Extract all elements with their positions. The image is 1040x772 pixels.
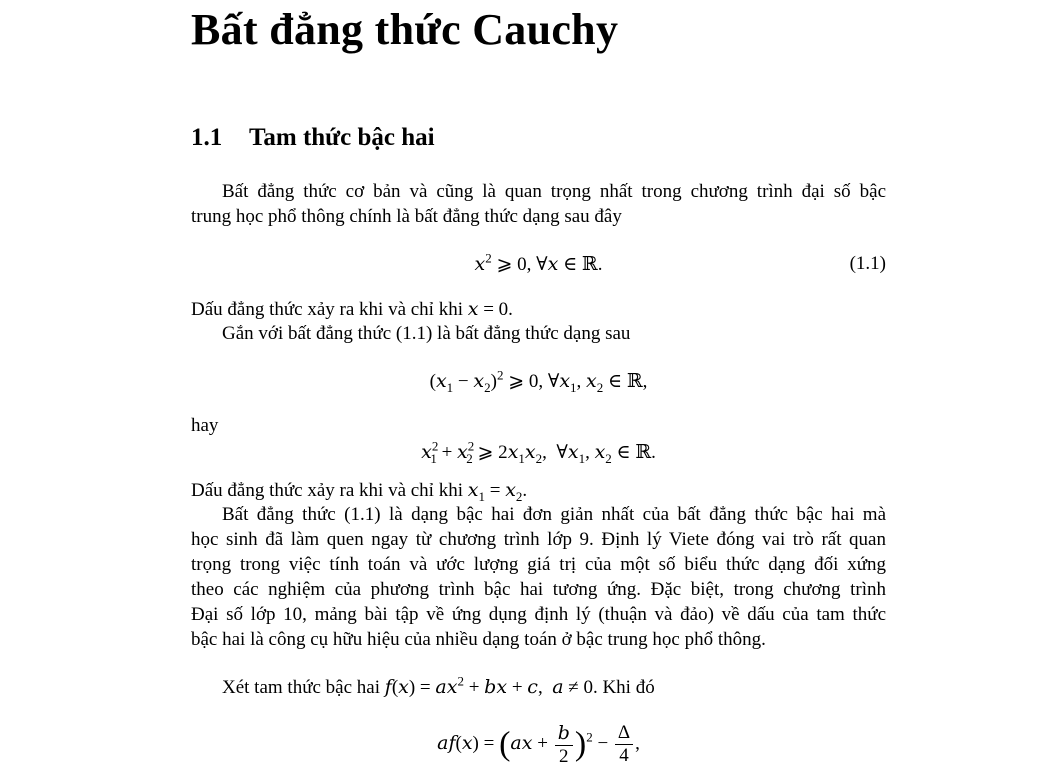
paragraph-2-line-1: Dấu đẳng thức xảy ra khi và chỉ khi x = 0.: [191, 298, 513, 320]
paragraph-4-line-2: học sinh đã làm quen ngay từ chương trình lớp 9. Định lý Viete đóng vai trò rất quan: [191, 529, 886, 550]
text-fragment: Bất đẳng thức: [222, 504, 336, 525]
paragraph-2-line-2: [191, 322, 886, 346]
equation-reference[interactable]: (1.1): [344, 504, 381, 525]
text-fragment: Xét tam thức bậc hai: [222, 677, 381, 698]
section-title: Tam thức bậc hai: [249, 124, 435, 151]
text-fragment: là dạng bậc hai đơn giản nhất của bất đẳng thức bậc hai mà: [388, 504, 887, 525]
equation-1-1-body: $x^2$ ⩾ 0, ∀x ∈ ℝ.: [474, 250, 603, 275]
section-number: 1.1: [191, 124, 223, 151]
equality-condition-text: Dấu đẳng thức xảy ra khi và chỉ khi: [191, 299, 463, 320]
chapter-title: Bất đẳng thức Cauchy: [191, 5, 619, 54]
equation-reference[interactable]: (1.1): [395, 323, 433, 344]
paragraph-3-line-1: Dấu đẳng thức xảy ra khi và chỉ khi $x_1 = x_2$.: [191, 479, 528, 504]
section-heading: [191, 124, 435, 152]
equation-1-1: [191, 252, 886, 277]
connector-word: hay: [191, 415, 219, 436]
paragraph-4-line-3: trọng trong việc tính toán và ước lượng giá trị của một số biểu thức dạng đối xứng: [191, 554, 886, 575]
equation-sum-of-squares: $x^2_1 + x^2_2$ ⩾ $2x_1x_2$, $\forall x_1$, $x_2$ ∈ ℝ.: [421, 438, 656, 466]
paragraph-5-line-1: Xét tam thức bậc hai $f(x) = ax^2$ + bx + c, a ≠ 0. Khi đó: [222, 673, 655, 698]
equation-completed-square: af(x) = (ax + $\frac{b}{2}$ )$^2$ − $\frac{\Delta}{4}$ ,: [437, 721, 640, 767]
paragraph-4-line-5: Đại số lớp 10, mảng bài tập về ứng dụng định lý (thuận và đảo) về dấu của tam thức: [191, 604, 886, 625]
fraction-delta-over-4: $\frac{\Delta}{4}$: [615, 722, 633, 767]
paragraph-4-line-1: [191, 503, 886, 527]
text-fragment: Khi đó: [602, 677, 655, 698]
paragraph-4-line-4: theo các nghiệm của phương trình bậc hai tương ứng. Đặc biệt, trong chương trình: [191, 579, 886, 600]
equation-number: (1.1): [849, 253, 886, 274]
paragraph-1-line-1: Bất đẳng thức cơ bản và cũng là quan trọng nhất trong chương trình đại số bậc: [222, 181, 886, 202]
text-fragment: Gắn với bất đẳng thức: [222, 323, 392, 344]
text-fragment: là bất đẳng thức dạng sau: [437, 323, 631, 344]
equality-condition-text: Dấu đẳng thức xảy ra khi và chỉ khi: [191, 480, 463, 501]
paragraph-4-line-6: bậc hai là công cụ hữu hiệu của nhiều dạng toán ở bậc trung học phổ thông.: [191, 629, 766, 650]
paragraph-1-line-2: trung học phổ thông chính là bất đẳng thức dạng sau đây: [191, 206, 622, 227]
fraction-b-over-2: $\frac{b}{2}$: [555, 722, 573, 768]
equation-squared-difference: $(x_1 - x_2)^2$ ⩾ 0, $\forall x_1$, $x_2$ ∈ ℝ,: [429, 367, 648, 395]
